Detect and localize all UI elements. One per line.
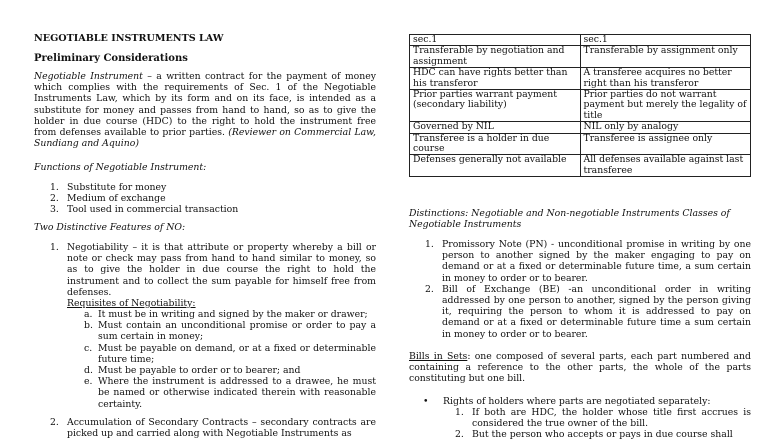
document-title: NEGOTIABLE INSTRUMENTS LAW xyxy=(34,33,224,44)
list-item: 1. If both are HDC, the holder whose title first accrues is considered the true owner of the bill. xyxy=(455,407,751,430)
section-heading: Preliminary Considerations xyxy=(34,53,188,64)
list-item: 2. Accumulation of Secondary Contracts – secondary contracts are picked up and carried along with Negotiable Instruments as xyxy=(50,417,376,440)
requisites-list xyxy=(84,309,376,410)
bills-in-sets-paragraph: Bills in Sets: one composed of several parts, each part numbered and containing a reference to the other parts, the whole of the parts constituting but one bill. xyxy=(409,351,751,385)
list-item: 2. Bill of Exchange (BE) -an unconditional order in writing addressed by one person to another, signed by the person giving it, requiring the person to whom it is addressed to pay on demand or at a fixed or determinable future time a sum certain in money to order or to bearer. xyxy=(425,283,751,340)
distinctions-heading: Distinctions: Negotiable and Non-negotiable Instruments Classes of Negotiable Instruments xyxy=(409,208,730,231)
list-item: 1. Negotiability – it is that attribute or property whereby a bill or note or check may pass from hand to hand similar to money, so as to give the holder in due course the right to hold the instrument and to collect the sum payable for himself free from defenses. xyxy=(50,242,376,298)
rights-bullet: • Rights of holders where parts are negotiated separately: xyxy=(423,396,711,407)
list-item: 1. Substitute for money xyxy=(50,182,167,193)
definition-source: (Reviewer on Commercial Law, Sundiang and Aquino) xyxy=(34,127,376,150)
features-list-continued xyxy=(50,417,376,440)
definition-term: Negotiable Instrument xyxy=(34,71,143,82)
list-item: b. Must contain an unconditional promise or order to pay a sum certain in money; xyxy=(84,320,376,343)
list-item: c. Must be payable on demand, or at a fixed or determinable future time; xyxy=(84,342,376,365)
list-item: 3. Tool used in commercial transaction xyxy=(50,204,239,216)
list-item: a. It must be in writing and signed by the maker or drawer; xyxy=(84,309,368,320)
rights-list xyxy=(455,407,751,441)
list-item: e. Where the instrument is addressed to a drawee, he must be named or otherwise indicated therein with reasonable certainty. xyxy=(84,376,376,410)
bullet-icon: • xyxy=(423,396,429,407)
list-item: 2. Medium of exchange xyxy=(50,193,166,205)
list-item: 1. Promissory Note (PN) - unconditional promise in writing by one person to another signed by the maker engaging to pay on demand or at a fixed or determinable future time, a sum certain in money to order or to bearer. xyxy=(425,239,751,284)
definition-body: – a written contract for the payment of money which complies with the requirements of Sec. 1 of the Negotiable Instruments Law, which by its form and on its face, is intended as a substitute for money and passes from hand to hand, so as to give the holder in due course (HDC) to the right to hold the instrument free from defenses available to prior parties. xyxy=(34,71,376,139)
functions-list xyxy=(50,182,367,216)
table-row: Transferable by negotiation and assignment Transferable by assignment only xyxy=(410,46,751,68)
instrument-classes-list xyxy=(425,239,751,340)
table-row: HDC can have rights better than his transferor A transferee acquires no better right than his transferor xyxy=(410,68,751,90)
list-item: 2. But the person who accepts or pays in due course shall xyxy=(455,429,733,441)
bills-in-sets-label: Bills in Sets xyxy=(409,351,468,362)
table-row: Prior parties warrant payment (secondary liability) Prior parties do not warrant payment but merely the legality of title xyxy=(410,90,751,122)
table-row: sec.1 sec.1 xyxy=(410,35,751,46)
features-list xyxy=(50,242,376,298)
comparison-table xyxy=(409,34,751,177)
functions-heading: Functions of Negotiable Instrument: xyxy=(34,162,207,173)
table-row: Transferee is a holder in due course Transferee is assignee only xyxy=(410,133,751,155)
table-row: Governed by NIL NIL only by analogy xyxy=(410,122,751,133)
definition-paragraph xyxy=(34,71,376,149)
list-item: d. Must be payable to order or to bearer; and xyxy=(84,365,301,377)
table-row: Defenses generally not available All defenses available against last transferee xyxy=(410,155,751,177)
features-heading: Two Distinctive Features of NO: xyxy=(34,222,186,233)
requisites-heading: Requisites of Negotiability: xyxy=(67,298,196,309)
